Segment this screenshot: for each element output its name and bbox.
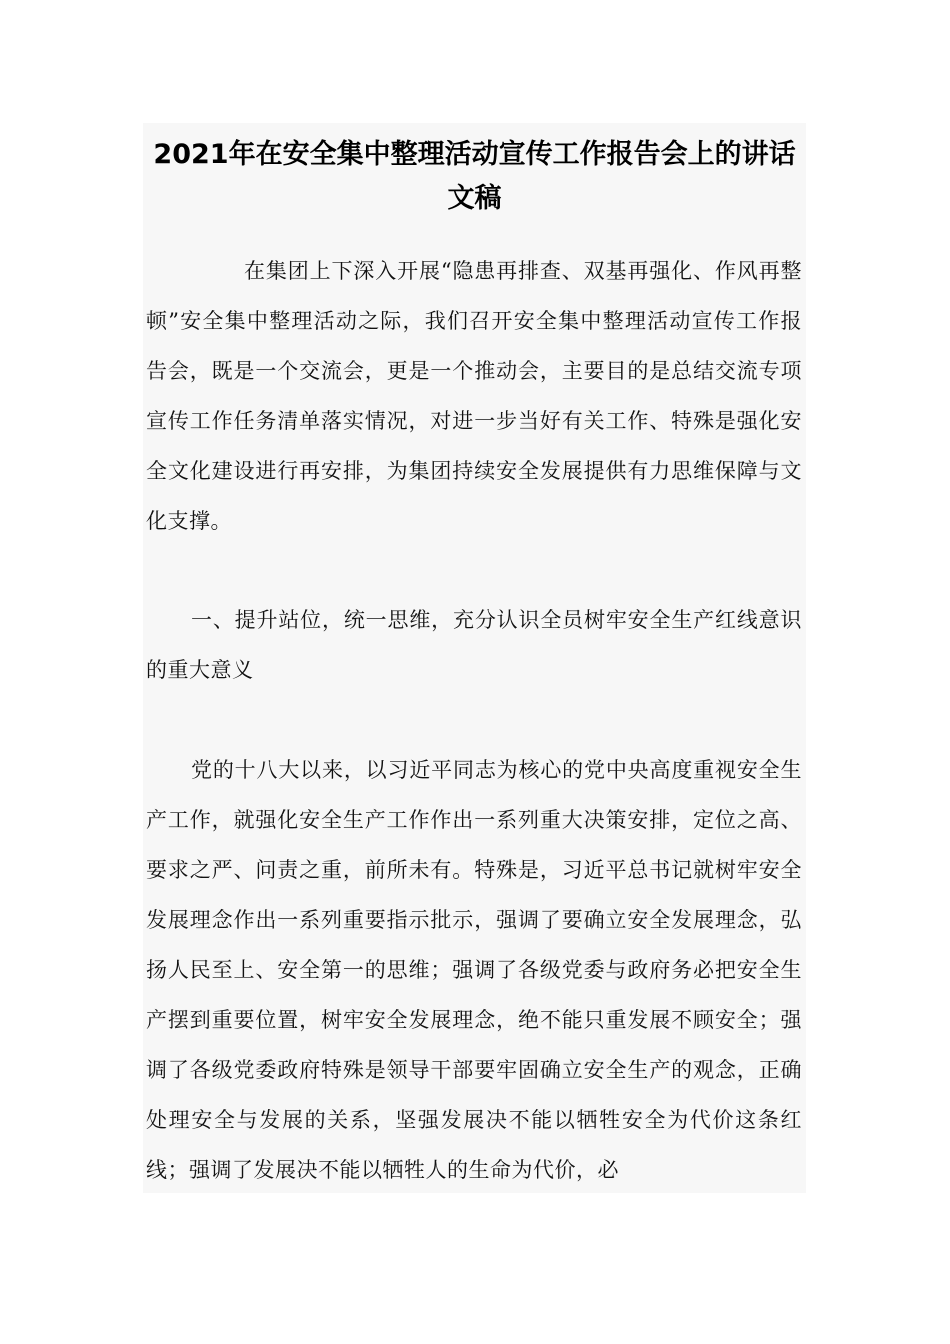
- section-heading: 一、提升站位，统一思维，充分认识全员树牢安全生产红线意识的重大意义: [146, 608, 802, 682]
- document-page: [143, 123, 806, 1193]
- intro-paragraph: 在集团上下深入开展“隐患再排查、双基再强化、作风再整顿”安全集中整理活动之际，我们召开安全集中整理活动宣传工作报告会，既是一个交流会，更是一个推动会，主要目的是总结交流专项宣传工作任务清单落实情况，对进一步当好有关工作、特殊是强化安全文化建设进行再安排，为集团持续安全发展提供有力思维保障与文化支撑。: [146, 259, 802, 533]
- body-paragraph: 党的十八大以来，以习近平同志为核心的党中央高度重视安全生产工作，就强化安全生产工作作出一系列重大决策安排，定位之高、要求之严、问责之重，前所未有。特殊是，习近平总书记就树牢安全发展理念作出一系列重要指示批示，强调了要确立安全发展理念，弘扬人民至上、安全第一的思维；强调了各级党委与政府务必把安全生产摆到重要位置，树牢安全发展理念，绝不能只重发展不顾安全；强调了各级党委政府特殊是领导干部要牢固确立安全生产的观念，正确处理安全与发展的关系，坚强发展决不能以牺牲安全为代价这条红线；强调了发展决不能以牺牲人的生命为代价，必: [146, 758, 802, 1182]
- document-title: 2021年在安全集中整理活动宣传工作报告会上的讲话文稿: [153, 139, 796, 214]
